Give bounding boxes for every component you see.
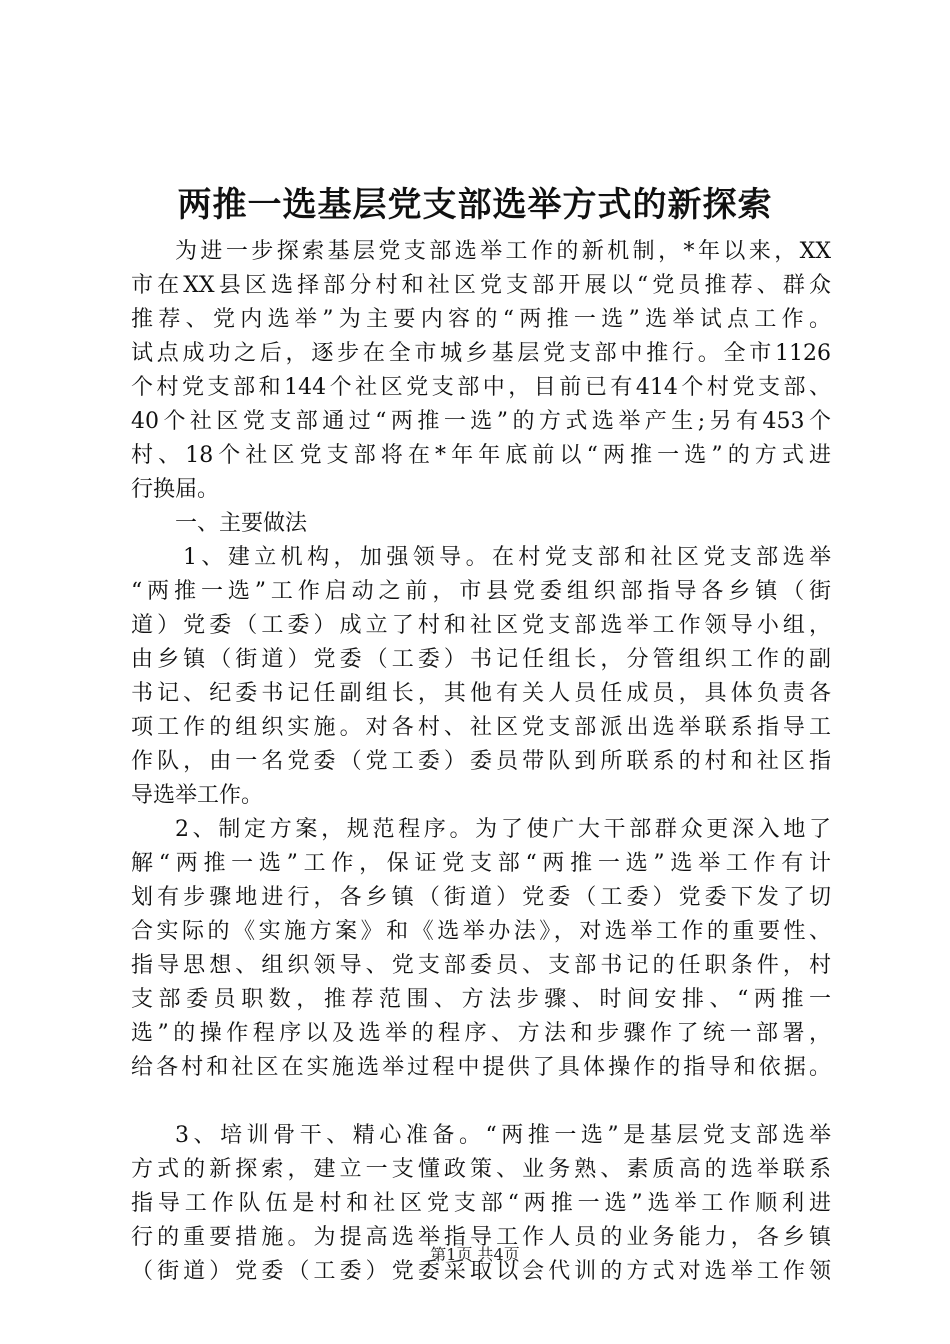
paragraph-line: 1、建立机构，加强领导。在村党支部和社区党支部选举	[183, 545, 831, 570]
paragraph-line: 选”的操作程序以及选举的程序、方法和步骤作了统一部署，	[131, 1021, 831, 1046]
paragraph-line: 由乡镇（街道）党委（工委）书记任组长，分管组织工作的副	[131, 647, 831, 672]
paragraph-line: 书记、纪委书记任副组长，其他有关人员任成员，具体负责各	[131, 681, 831, 706]
document-body	[131, 235, 831, 1289]
paragraph-line: 指导思想、组织领导、党支部委员、支部书记的任职条件，村	[131, 953, 831, 978]
document-title: 两推一选基层党支部选举方式的新探索	[177, 185, 773, 225]
paragraph-line: （街道）党委（工委）党委采取以会代训的方式对选举工作领	[131, 1259, 831, 1284]
paragraph-line: 方式的新探索，建立一支懂政策、业务熟、素质高的选举联系	[131, 1157, 831, 1182]
paragraph-line: 道）党委（工委）成立了村和社区党支部选举工作领导小组，	[131, 613, 831, 638]
paragraph-line: 推荐、党内选举”为主要内容的“两推一选”选举试点工作。	[131, 307, 831, 332]
paragraph-line: 支部委员职数，推荐范围、方法步骤、时间安排、“两推一	[131, 987, 831, 1012]
paragraph-line: 行的重要措施。为提高选举指导工作人员的业务能力，各乡镇	[131, 1225, 831, 1250]
paragraph-line: 给各村和社区在实施选举过程中提供了具体操作的指导和依据。	[131, 1055, 831, 1080]
paragraph-line: 划有步骤地进行，各乡镇（街道）党委（工委）党委下发了切	[131, 885, 831, 910]
paragraph-line: “两推一选”工作启动之前，市县党委组织部指导各乡镇（街	[131, 579, 831, 604]
paragraph-line: 指导工作队伍是村和社区党支部“两推一选”选举工作顺利进	[131, 1191, 831, 1216]
paragraph-line: 作队，由一名党委（党工委）委员带队到所联系的村和社区指	[131, 749, 831, 774]
paragraph-line: 个村党支部和144个社区党支部中，目前已有414个村党支部、	[131, 375, 831, 400]
paragraph-line: 40个社区党支部通过“两推一选”的方式选举产生;另有453个	[131, 409, 831, 434]
paragraph-line: 市在XX县区选择部分村和社区党支部开展以“党员推荐、群众	[131, 273, 831, 298]
paragraph-line: 村、18个社区党支部将在*年年底前以“两推一选”的方式进	[131, 443, 831, 468]
section-heading: 一、主要做法	[175, 511, 308, 536]
paragraph-line: 导选举工作。	[131, 783, 264, 808]
paragraph-spacer	[131, 1085, 831, 1119]
paragraph-line: 2、制定方案，规范程序。为了使广大干部群众更深入地了	[175, 817, 831, 842]
paragraph-line: 合实际的《实施方案》和《选举办法》，对选举工作的重要性、	[131, 919, 831, 944]
paragraph-line: 试点成功之后，逐步在全市城乡基层党支部中推行。全市1126	[131, 341, 831, 366]
paragraph-line: 解“两推一选”工作，保证党支部“两推一选”选举工作有计	[131, 851, 831, 876]
paragraph-line: 行换届。	[131, 477, 220, 502]
paragraph-line: 3、培训骨干、精心准备。“两推一选”是基层党支部选举	[175, 1123, 831, 1148]
page-number-footer: 第1页 共4页	[430, 1245, 520, 1264]
paragraph-line: 项工作的组织实施。对各村、社区党支部派出选举联系指导工	[131, 715, 831, 740]
paragraph-line: 为进一步探索基层党支部选举工作的新机制，*年以来，XX	[175, 239, 831, 264]
